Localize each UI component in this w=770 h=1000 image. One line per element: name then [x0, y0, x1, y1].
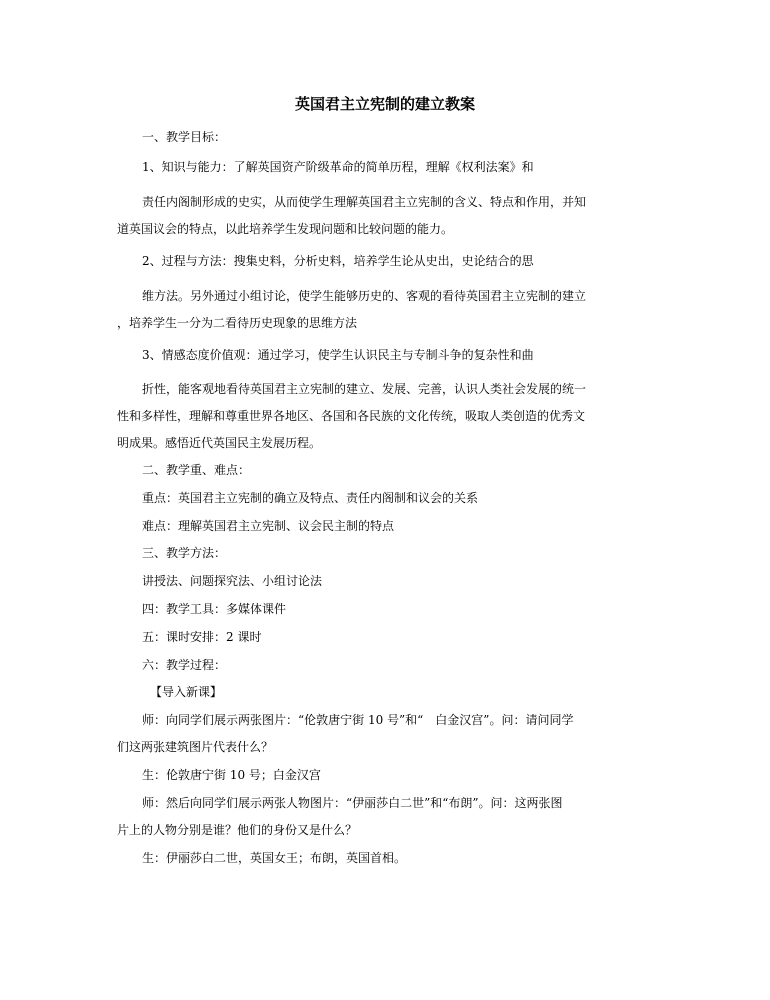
paragraph-line: 3、情感态度价值观：通过学习，使学生认识民主与专制斗争的复杂性和曲 — [142, 348, 534, 362]
paragraph-line: 1、知识与能力：了解英国资产阶级革命的简单历程，理解《权利法案》和 — [142, 160, 534, 174]
section-heading-process: 六：教学过程： — [142, 658, 227, 672]
paragraph-line: 明成果。感悟近代英国民主发展历程。 — [117, 436, 322, 450]
paragraph-line: 2、过程与方法：搜集史料，分析史料，培养学生论从史出，史论结合的思 — [142, 254, 534, 268]
paragraph-line: 师：向同学们展示两张图片：“伦敦唐宁街 10 号”和“ 白金汉宫”。问：请问同学 — [142, 713, 574, 727]
section-heading-key-points: 二、教学重、难点： — [142, 463, 251, 477]
paragraph-line: 生：伦敦唐宁街 10 号；白金汉宫 — [142, 768, 321, 782]
section-heading-methods: 三、教学方法： — [142, 546, 227, 560]
subheading-introduction: 【导入新课】 — [150, 685, 223, 699]
paragraph-line: 维方法。另外通过小组讨论，使学生能够历史的、客观的看待英国君主立宪制的建立 — [142, 289, 587, 303]
section-heading-schedule: 五：课时安排：2 课时 — [142, 630, 262, 644]
paragraph-line: 讲授法、问题探究法、小组讨论法 — [142, 574, 323, 588]
paragraph-line: 性和多样性，理解和尊重世界各地区、各国和各民族的文化传统，吸取人类创造的优秀文 — [117, 409, 586, 423]
paragraph-line: 们这两张建筑图片代表什么？ — [117, 740, 274, 754]
paragraph-line: 折性，能客观地看待英国君主立宪制的建立、发展、完善，认识人类社会发展的统一 — [142, 382, 587, 396]
paragraph-line: 生：伊丽莎白二世，英国女王；布朗，英国首相。 — [142, 851, 407, 865]
document-title: 英国君主立宪制的建立教案 — [294, 95, 475, 113]
paragraph-line: 责任内阁制形成的史实，从而使学生理解英国君主立宪制的含义、特点和作用，并知 — [142, 195, 587, 209]
paragraph-line: 重点：英国君主立宪制的确立及特点、责任内阁制和议会的关系 — [142, 491, 479, 505]
paragraph-line: 道英国议会的特点，以此培养学生发现问题和比较问题的能力。 — [117, 222, 454, 236]
paragraph-line: ，培养学生一分为二看待历史现象的思维方法 — [117, 316, 358, 330]
paragraph-line: 师：然后向同学们展示两张人物图片：“伊丽莎白二世”和“布朗”。问：这两张图 — [142, 796, 563, 810]
section-heading-tools: 四：教学工具：多媒体课件 — [142, 602, 287, 616]
paragraph-line: 难点：理解英国君主立宪制、议会民主制的特点 — [142, 519, 395, 533]
paragraph-line: 片上的人物分别是谁？他们的身份又是什么？ — [117, 823, 358, 837]
section-heading-objectives: 一、教学目标： — [142, 130, 227, 144]
